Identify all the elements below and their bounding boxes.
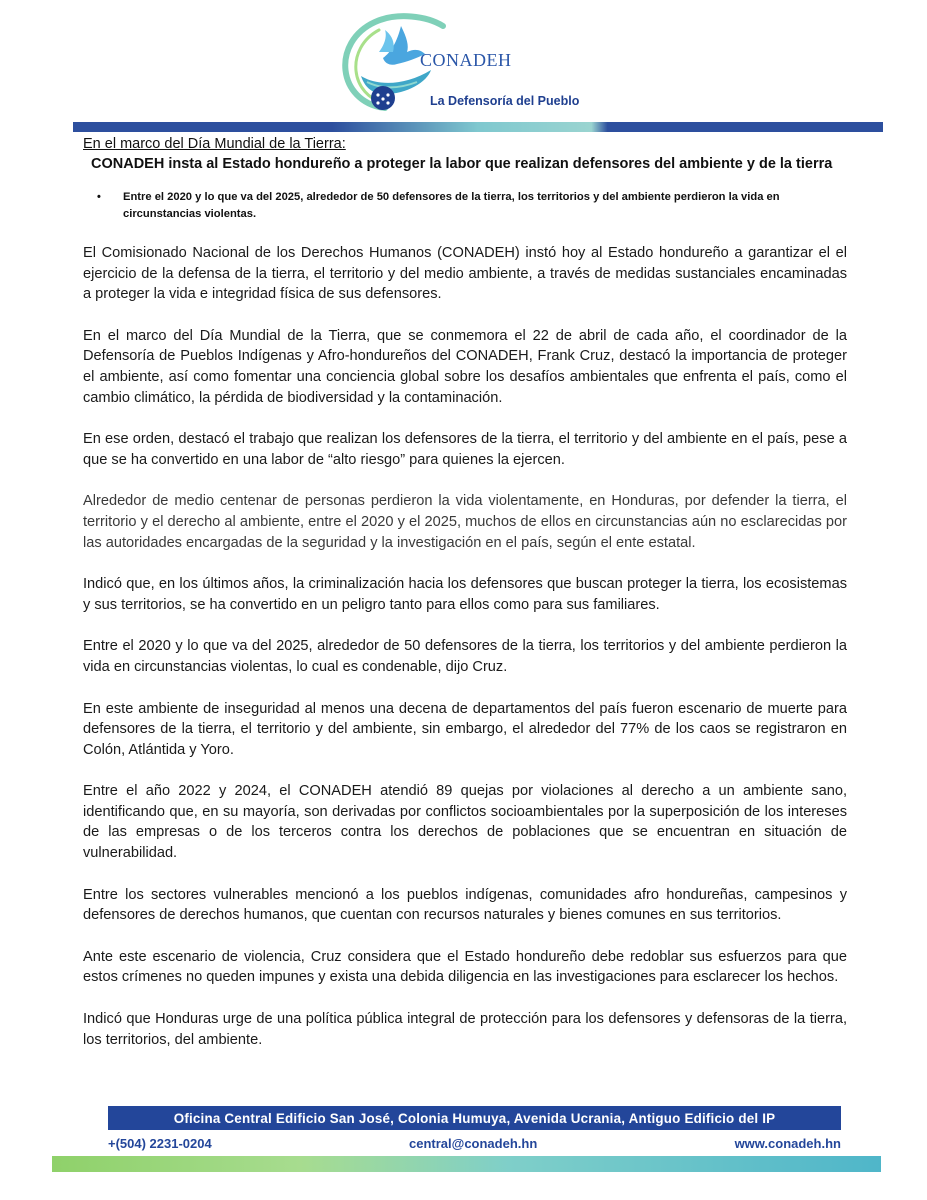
paragraph: Indicó que, en los últimos años, la criminalización hacia los defensores que buscan proteger la tierra, los ecosistemas y sus territorios, se ha convertido en un peligro tanto para ellos como para sus familiares. — [83, 576, 847, 613]
headline: CONADEH insta al Estado hondureño a proteger la labor que realizan defensores del ambiente y de la tierra — [91, 156, 833, 172]
paragraph: En el marco del Día Mundial de la Tierra, que se conmemora el 22 de abril de cada año, el coordinador de la Defensoría de Pueblos Indígenas y Afro-hondureños del CONADEH, Frank Cruz, destacó la importancia de proteger el ambiente, así como fomentar una conciencia global sobre los desafíos ambientales que enfrenta el país, como el cambio climático, la pérdida de biodiversidad y la contaminación. — [83, 327, 847, 406]
org-tagline: La Defensoría del Pueblo — [430, 94, 580, 108]
footer-contacts — [108, 1134, 841, 1152]
paragraph: Indicó que Honduras urge de una política pública integral de protección para los defensores y defensoras de la tierra, los territorios, del ambiente. — [83, 1011, 847, 1048]
paragraph: El Comisionado Nacional de los Derechos Humanos (CONADEH) instó hoy al Estado hondureño a garantizar el el ejercicio de la defensa de la tierra, el territorio y del medio ambiente, a través de medidas sustanciales encaminadas a proteger la vida e integridad física de sus defensores. — [83, 245, 847, 303]
header-divider — [73, 122, 883, 132]
press-release — [83, 136, 847, 1050]
conadeh-logo — [335, 12, 595, 118]
website-link[interactable]: www.conadeh.hn — [734, 1135, 841, 1151]
email-link[interactable]: central@conadeh.hn — [409, 1135, 538, 1151]
paragraph: En este ambiente de inseguridad al menos una decena de departamentos del país fueron escenario de muerte para defensores de la tierra, el territorio y del ambiente, sin embargo, el alrededor del 77% de los caos se registraron en Colón, Atlántida y Yoro. — [83, 700, 847, 758]
footer-address — [108, 1106, 841, 1130]
bullet-icon: • — [97, 191, 101, 203]
phone-number: +(504) 2231-0204 — [108, 1135, 212, 1151]
highlight-item — [97, 189, 847, 223]
paragraph: Entre el año 2022 y 2024, el CONADEH atendió 89 quejas por violaciones al derecho a un ambiente sano, identificando que, en su mayoría, son derivadas por conflictos socioambientales por la superposición de los intereses de las empresas o de los terceros contra los derechos de poblaciones que se encuentran en situación de vulnerabilidad. — [83, 783, 847, 862]
kicker-line: En el marco del Día Mundial de la Tierra: — [83, 136, 346, 152]
paragraph: Alrededor de medio centenar de personas perdieron la vida violentamente, en Honduras, por defender la tierra, el territorio y el derecho al ambiente, entre el 2020 y el 2025, muchos de ellos en circunstancias aún no esclarecidas por las autoridades encargadas de la seguridad y la investigación en el país, según el ente estatal. — [83, 493, 847, 551]
paragraph: Ante este escenario de violencia, Cruz considera que el Estado hondureño debe redoblar sus esfuerzos para que estos crímenes no queden impunes y exista una debida diligencia en las investigaciones para esclarecer los hechos. — [83, 948, 847, 986]
highlight-list — [83, 189, 847, 223]
footer-divider — [52, 1156, 881, 1172]
highlight-text: Entre el 2020 y lo que va del 2025, alrededor de 50 defensores de la tierra, los territorios y del ambiente perdieron la vida en circunstancias violentas. — [123, 191, 780, 220]
address-text: Oficina Central Edificio San José, Colonia Humuya, Avenida Ucrania, Antiguo Edificio del IP — [173, 1110, 776, 1126]
paragraph: Entre los sectores vulnerables mencionó a los pueblos indígenas, comunidades afro hondureñas, campesinos y defensores de derechos humanos, que cuentan con recursos naturales y bienes comunes en sus territorios. — [83, 886, 847, 924]
paragraph: Entre el 2020 y lo que va del 2025, alrededor de 50 defensores de la tierra, los territorios y del ambiente perdieron la vida en circunstancias violentas, lo cual es condenable, dijo Cruz. — [83, 638, 847, 675]
org-name: CONADEH — [420, 50, 512, 70]
paragraph: En ese orden, destacó el trabajo que realizan los defensores de la tierra, el territorio y del ambiente en el país, pese a que se ha convertido en una labor de “alto riesgo” para quienes la ejercen. — [83, 431, 847, 468]
